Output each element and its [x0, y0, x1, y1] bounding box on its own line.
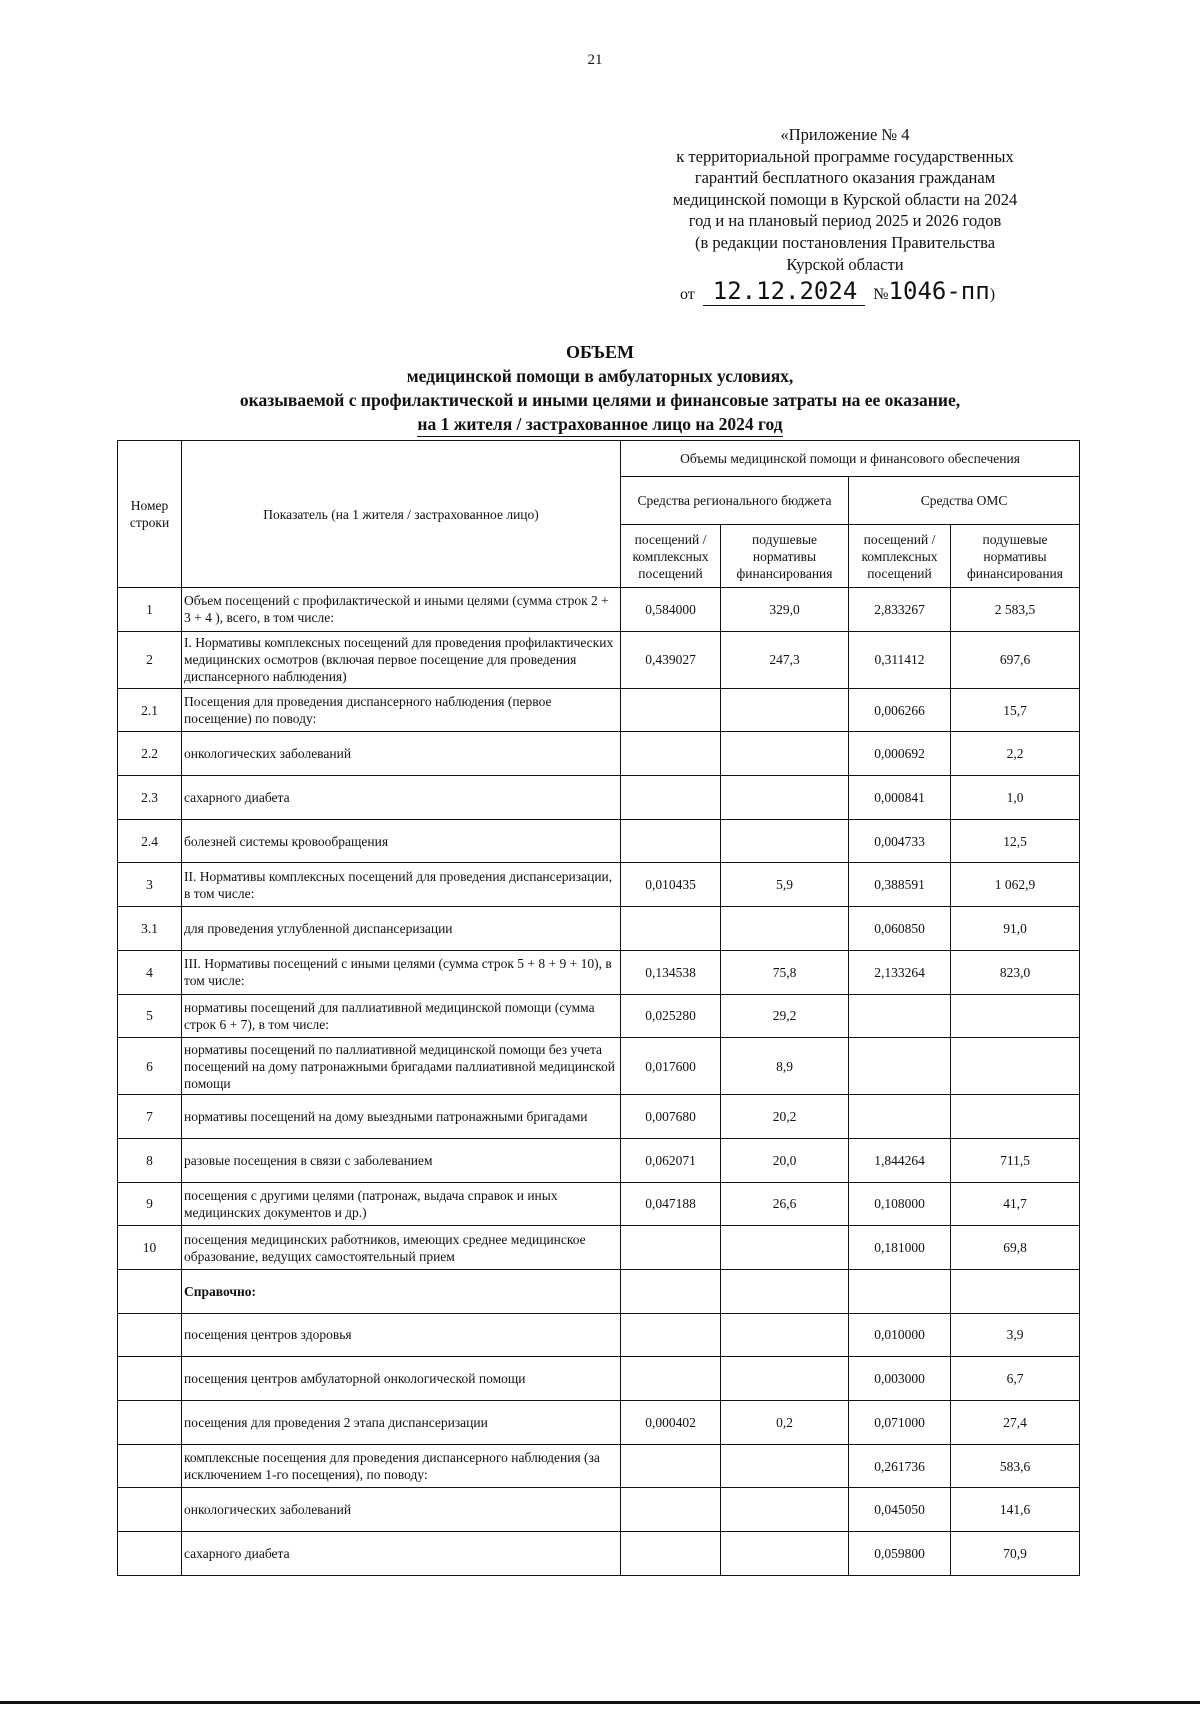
table-row	[118, 863, 1080, 907]
regional-norms-cell	[721, 907, 849, 951]
regional-visits-cell	[621, 819, 721, 863]
appendix-line: «Приложение № 4	[780, 125, 910, 144]
row-number-cell: 2.2	[118, 732, 182, 776]
regional-visits-cell	[621, 1226, 721, 1270]
regional-visits-cell	[621, 776, 721, 820]
appendix-line: гарантий бесплатного оказания гражданам	[694, 168, 996, 188]
indicator-cell: I. Нормативы комплексных посещений для проведения профилактических медицинских осмотров (включая первое посещение для проведения диспансерного наблюдения)	[182, 631, 621, 688]
oms-norms-cell: 91,0	[951, 907, 1080, 951]
table-row	[118, 588, 1080, 632]
volume-table	[117, 440, 1080, 1576]
indicator-cell: Справочно:	[182, 1269, 621, 1313]
title-line: медицинской помощи в амбулаторных условиях,	[406, 366, 794, 386]
regional-norms-cell: 329,0	[721, 588, 849, 632]
regional-visits-cell: 0,062071	[621, 1138, 721, 1182]
oms-norms-cell	[951, 994, 1080, 1038]
closing-parenthesis: )	[989, 286, 996, 303]
appendix-line: к территориальной программе государственных	[676, 146, 1014, 166]
appendix-line: Курской области	[786, 254, 904, 274]
oms-visits-cell: 0,060850	[849, 907, 951, 951]
oms-norms-cell: 2,2	[951, 732, 1080, 776]
indicator-cell: для проведения углубленной диспансеризации	[182, 907, 621, 951]
indicator-cell: Объем посещений с профилактической и иными целями (сумма строк 2 + 3 + 4 ), всего, в том числе:	[182, 588, 621, 632]
oms-norms-cell: 2 583,5	[951, 588, 1080, 632]
row-number-cell: 2.4	[118, 819, 182, 863]
regional-norms-cell	[721, 819, 849, 863]
regional-norms-cell	[721, 1313, 849, 1357]
resolution-number: 1046-пп	[888, 277, 990, 305]
row-number-cell	[118, 1313, 182, 1357]
table-row	[118, 732, 1080, 776]
row-number-cell: 7	[118, 1095, 182, 1139]
row-number-cell	[118, 1401, 182, 1445]
indicator-cell: II. Нормативы комплексных посещений для проведения диспансеризации, в том числе:	[182, 863, 621, 907]
oms-visits-cell	[849, 1269, 951, 1313]
regional-norms-cell	[721, 776, 849, 820]
row-number-cell: 4	[118, 950, 182, 994]
header-indicator: Показатель (на 1 жителя / застрахованное лицо)	[182, 441, 621, 588]
row-number-cell	[118, 1357, 182, 1401]
appendix-line: (в редакции постановления Правительства	[694, 232, 996, 252]
table-row	[118, 1401, 1080, 1445]
row-number-cell: 2	[118, 631, 182, 688]
oms-visits-cell: 0,261736	[849, 1444, 951, 1488]
title-line: на 1 жителя / застрахованное лицо на 2024 год	[417, 412, 782, 437]
regional-norms-cell	[721, 1357, 849, 1401]
regional-visits-cell	[621, 1313, 721, 1357]
header-regional-visits: посещений / комплексных посещений	[621, 525, 721, 588]
oms-visits-cell: 0,311412	[849, 631, 951, 688]
page-number: 21	[587, 52, 603, 68]
indicator-cell: онкологических заболеваний	[182, 732, 621, 776]
oms-norms-cell: 41,7	[951, 1182, 1080, 1226]
number-label: №	[873, 286, 889, 303]
regional-visits-cell	[621, 1488, 721, 1532]
regional-norms-cell: 26,6	[721, 1182, 849, 1226]
row-number-cell: 6	[118, 1038, 182, 1095]
indicator-cell: Посещения для проведения диспансерного наблюдения (первое посещение) по поводу:	[182, 688, 621, 732]
title-main: ОБЪЕМ	[566, 342, 634, 362]
table-row	[118, 1226, 1080, 1270]
table-row	[118, 1095, 1080, 1139]
oms-visits-cell: 0,006266	[849, 688, 951, 732]
table-row	[118, 994, 1080, 1038]
row-number-cell: 10	[118, 1226, 182, 1270]
table-row	[118, 1138, 1080, 1182]
regional-norms-cell: 75,8	[721, 950, 849, 994]
table-row	[118, 819, 1080, 863]
regional-visits-cell: 0,439027	[621, 631, 721, 688]
oms-norms-cell	[951, 1269, 1080, 1313]
regional-visits-cell: 0,025280	[621, 994, 721, 1038]
indicator-cell: разовые посещения в связи с заболеванием	[182, 1138, 621, 1182]
regional-norms-cell: 247,3	[721, 631, 849, 688]
regional-visits-cell: 0,000402	[621, 1401, 721, 1445]
table-row	[118, 631, 1080, 688]
regional-norms-cell	[721, 1444, 849, 1488]
row-number-cell: 9	[118, 1182, 182, 1226]
oms-norms-cell: 70,9	[951, 1532, 1080, 1576]
oms-norms-cell: 711,5	[951, 1138, 1080, 1182]
regional-norms-cell	[721, 1226, 849, 1270]
appendix-line: год и на плановый период 2025 и 2026 годов	[688, 211, 1002, 231]
regional-norms-cell: 5,9	[721, 863, 849, 907]
table-row	[118, 688, 1080, 732]
table-row	[118, 1182, 1080, 1226]
table-row	[118, 1038, 1080, 1095]
regional-visits-cell: 0,017600	[621, 1038, 721, 1095]
header-regional-budget: Средства регионального бюджета	[621, 477, 849, 525]
indicator-cell: посещения центров амбулаторной онкологической помощи	[182, 1357, 621, 1401]
oms-norms-cell	[951, 1095, 1080, 1139]
regional-visits-cell	[621, 1444, 721, 1488]
row-number-cell: 3.1	[118, 907, 182, 951]
from-label: от	[680, 286, 695, 303]
indicator-cell: сахарного диабета	[182, 776, 621, 820]
row-number-cell	[118, 1532, 182, 1576]
indicator-cell: болезней системы кровообращения	[182, 819, 621, 863]
row-number-cell: 2.1	[118, 688, 182, 732]
oms-norms-cell: 697,6	[951, 631, 1080, 688]
oms-visits-cell: 1,844264	[849, 1138, 951, 1182]
regional-norms-cell	[721, 1269, 849, 1313]
row-number-cell	[118, 1269, 182, 1313]
row-number-cell: 1	[118, 588, 182, 632]
regional-visits-cell	[621, 907, 721, 951]
oms-norms-cell	[951, 1038, 1080, 1095]
row-number-cell: 5	[118, 994, 182, 1038]
appendix-block	[640, 124, 1050, 275]
header-regional-norms: подушевые нормативы финансирования	[721, 525, 849, 588]
oms-visits-cell: 0,071000	[849, 1401, 951, 1445]
regional-norms-cell	[721, 732, 849, 776]
resolution-date: 12.12.2024	[703, 277, 866, 306]
oms-norms-cell: 1 062,9	[951, 863, 1080, 907]
oms-visits-cell: 0,181000	[849, 1226, 951, 1270]
row-number-cell: 3	[118, 863, 182, 907]
regional-norms-cell: 20,0	[721, 1138, 849, 1182]
header-row-number: Номер строки	[118, 441, 182, 588]
oms-visits-cell: 2,133264	[849, 950, 951, 994]
regional-visits-cell	[621, 1532, 721, 1576]
regional-visits-cell	[621, 732, 721, 776]
header-oms: Средства ОМС	[849, 477, 1080, 525]
regional-visits-cell	[621, 1269, 721, 1313]
resolution-reference	[680, 277, 1080, 306]
document-title	[150, 340, 1050, 437]
row-number-cell: 2.3	[118, 776, 182, 820]
oms-visits-cell: 2,833267	[849, 588, 951, 632]
indicator-cell: III. Нормативы посещений с иными целями (сумма строк 5 + 8 + 9 + 10), в том числе:	[182, 950, 621, 994]
indicator-cell: нормативы посещений на дому выездными патронажными бригадами	[182, 1095, 621, 1139]
regional-visits-cell	[621, 688, 721, 732]
table-row	[118, 907, 1080, 951]
oms-norms-cell: 15,7	[951, 688, 1080, 732]
oms-visits-cell: 0,045050	[849, 1488, 951, 1532]
indicator-cell: комплексные посещения для проведения диспансерного наблюдения (за исключением 1-го посещения), по поводу:	[182, 1444, 621, 1488]
oms-norms-cell: 141,6	[951, 1488, 1080, 1532]
regional-norms-cell: 8,9	[721, 1038, 849, 1095]
regional-visits-cell: 0,007680	[621, 1095, 721, 1139]
oms-norms-cell: 3,9	[951, 1313, 1080, 1357]
regional-visits-cell: 0,584000	[621, 588, 721, 632]
oms-visits-cell	[849, 1038, 951, 1095]
indicator-cell: посещения центров здоровья	[182, 1313, 621, 1357]
oms-visits-cell: 0,004733	[849, 819, 951, 863]
indicator-cell: посещения для проведения 2 этапа диспансеризации	[182, 1401, 621, 1445]
indicator-cell: онкологических заболеваний	[182, 1488, 621, 1532]
oms-norms-cell: 69,8	[951, 1226, 1080, 1270]
table-row	[118, 1313, 1080, 1357]
regional-visits-cell	[621, 1357, 721, 1401]
indicator-cell: посещения медицинских работников, имеющих среднее медицинское образование, ведущих самостоятельный прием	[182, 1226, 621, 1270]
table-row	[118, 950, 1080, 994]
indicator-cell: сахарного диабета	[182, 1532, 621, 1576]
oms-norms-cell: 12,5	[951, 819, 1080, 863]
oms-norms-cell: 583,6	[951, 1444, 1080, 1488]
oms-visits-cell: 0,059800	[849, 1532, 951, 1576]
indicator-cell: посещения с другими целями (патронаж, выдача справок и иных медицинских документов и др.)	[182, 1182, 621, 1226]
indicator-cell: нормативы посещений для паллиативной медицинской помощи (сумма строк 6 + 7), в том числе:	[182, 994, 621, 1038]
oms-visits-cell	[849, 994, 951, 1038]
oms-norms-cell: 823,0	[951, 950, 1080, 994]
oms-visits-cell: 0,003000	[849, 1357, 951, 1401]
oms-visits-cell: 0,000692	[849, 732, 951, 776]
title-line: оказываемой с профилактической и иными целями и финансовые затраты на ее оказание,	[239, 390, 961, 410]
oms-visits-cell: 0,108000	[849, 1182, 951, 1226]
header-oms-visits: посещений / комплексных посещений	[849, 525, 951, 588]
regional-norms-cell	[721, 1532, 849, 1576]
table-row	[118, 1444, 1080, 1488]
scan-bottom-border	[0, 1701, 1200, 1704]
table-row	[118, 1357, 1080, 1401]
header-volumes: Объемы медицинской помощи и финансового обеспечения	[621, 441, 1080, 477]
table-row	[118, 1269, 1080, 1313]
oms-visits-cell: 0,388591	[849, 863, 951, 907]
regional-visits-cell: 0,010435	[621, 863, 721, 907]
table-row	[118, 1488, 1080, 1532]
regional-norms-cell: 0,2	[721, 1401, 849, 1445]
table-row	[118, 1532, 1080, 1576]
row-number-cell	[118, 1488, 182, 1532]
oms-visits-cell: 0,010000	[849, 1313, 951, 1357]
appendix-line: медицинской помощи в Курской области на 2024	[672, 189, 1018, 209]
regional-visits-cell: 0,134538	[621, 950, 721, 994]
row-number-cell: 8	[118, 1138, 182, 1182]
regional-norms-cell	[721, 688, 849, 732]
table-row	[118, 776, 1080, 820]
regional-norms-cell: 29,2	[721, 994, 849, 1038]
regional-visits-cell: 0,047188	[621, 1182, 721, 1226]
oms-visits-cell	[849, 1095, 951, 1139]
regional-norms-cell: 20,2	[721, 1095, 849, 1139]
header-oms-norms: подушевые нормативы финансирования	[951, 525, 1080, 588]
regional-norms-cell	[721, 1488, 849, 1532]
oms-norms-cell: 27,4	[951, 1401, 1080, 1445]
row-number-cell	[118, 1444, 182, 1488]
table-body	[118, 588, 1080, 1576]
indicator-cell: нормативы посещений по паллиативной медицинской помощи без учета посещений на дому патронажными бригадами паллиативной медицинской помощи	[182, 1038, 621, 1095]
oms-norms-cell: 6,7	[951, 1357, 1080, 1401]
oms-visits-cell: 0,000841	[849, 776, 951, 820]
oms-norms-cell: 1,0	[951, 776, 1080, 820]
